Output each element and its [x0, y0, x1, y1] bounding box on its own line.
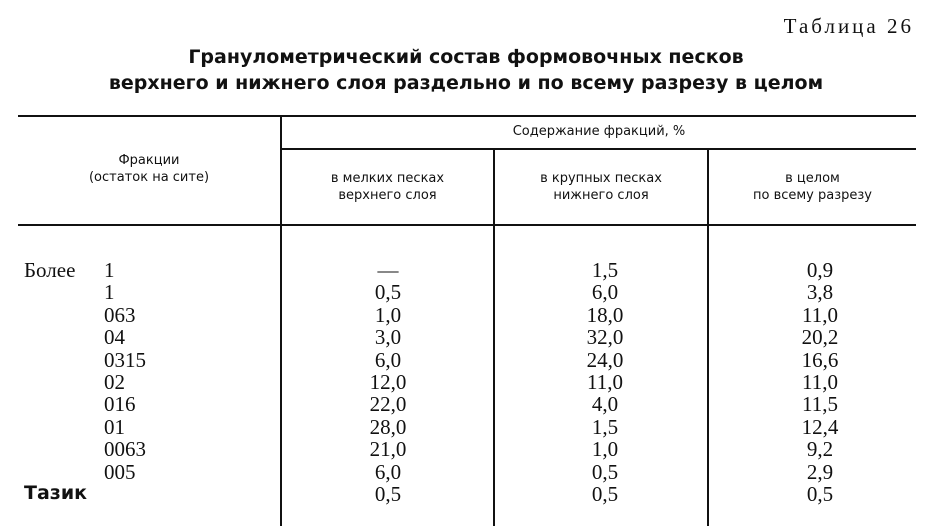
title-line-2: верхнего и нижнего слоя раздельно и по всему разрезу в целом [108, 72, 824, 94]
value-cell-total: 2,9 [806, 459, 834, 484]
value-cell-upper: 1,0 [374, 302, 402, 327]
value-cell-upper: 12,0 [369, 369, 407, 394]
value-cell-lower: 6,0 [591, 280, 619, 305]
col2-header-line-1: в крупных песках [540, 171, 662, 186]
table-row [0, 460, 932, 482]
title-line-1: Гранулометрический состав формовочных песков [188, 46, 744, 68]
col2-header [495, 170, 707, 204]
value-cell-lower: 1,5 [591, 414, 619, 439]
table-row [0, 280, 932, 305]
table-row [0, 437, 932, 462]
row-prefix: Более [24, 258, 76, 282]
content-group-label: Содержание фракций, % [512, 124, 686, 139]
fraction-header-line-2: (остаток на сите) [88, 170, 210, 185]
value-cell-lower: 32,0 [586, 325, 624, 350]
value-cell-upper: 28,0 [369, 414, 407, 439]
fraction-cell: 02 [104, 369, 125, 394]
table-number: Таблица 26 [783, 14, 914, 38]
value-cell-total: 12,4 [801, 414, 839, 439]
value-cell-upper: 6,0 [374, 459, 402, 484]
value-cell-total: 11,0 [802, 302, 838, 327]
fraction-cell: 1 [104, 280, 115, 305]
fraction-cell: 016 [104, 392, 136, 417]
value-cell-total: 3,8 [806, 280, 834, 305]
value-cell-upper: 21,0 [369, 437, 407, 462]
col1-header [282, 170, 493, 204]
value-cell-upper: 0,5 [374, 280, 402, 305]
value-cell-upper: 3,0 [374, 325, 402, 350]
col3-header-line-1: в целом [785, 171, 840, 186]
value-cell-lower: 0,5 [591, 481, 619, 506]
value-cell-total: 16,6 [801, 347, 839, 372]
table-row [0, 258, 932, 280]
fraction-cell: 0315 [104, 347, 146, 372]
fraction-column-header [20, 152, 278, 186]
table-row [0, 303, 932, 325]
value-cell-total: 11,5 [802, 392, 838, 417]
fraction-header-line-1: Фракции [118, 153, 180, 168]
table-title [0, 44, 932, 96]
table-row [0, 370, 932, 392]
value-cell-lower: 1,5 [591, 258, 619, 282]
value-cell-total: 0,9 [806, 258, 834, 282]
value-cell-upper: 22,0 [369, 392, 407, 417]
value-cell-lower: 24,0 [586, 347, 624, 372]
value-cell-lower: 18,0 [586, 302, 624, 327]
col3-header-line-2: по всему разрезу [752, 188, 872, 203]
value-cell-total: 20,2 [801, 325, 839, 350]
fraction-cell: 04 [104, 325, 125, 350]
col1-header-line-2: верхнего слоя [338, 188, 437, 203]
header-bottom-rule [18, 224, 916, 226]
value-cell-total: 11,0 [802, 369, 838, 394]
subheader-rule [280, 148, 916, 150]
fraction-cell: 0063 [104, 437, 146, 462]
value-cell-lower: 1,0 [591, 437, 619, 462]
value-cell-total: 9,2 [806, 437, 834, 462]
fraction-cell: 063 [104, 302, 136, 327]
table-row [0, 392, 932, 417]
value-cell-lower: 11,0 [587, 369, 623, 394]
value-cell-lower: 4,0 [591, 392, 619, 417]
table-row [0, 415, 932, 437]
value-cell-lower: 0,5 [591, 459, 619, 484]
fraction-cell: Тазик [24, 481, 88, 504]
table-row [0, 482, 932, 504]
table-top-rule [18, 115, 916, 117]
col1-header-line-1: в мелких песках [330, 171, 445, 186]
table-body [0, 258, 932, 504]
col3-header [709, 170, 916, 204]
table-row [0, 348, 932, 370]
value-cell-total: 0,5 [806, 481, 834, 506]
value-cell-upper: 0,5 [374, 481, 402, 506]
value-cell-upper: — [377, 258, 399, 282]
col2-header-line-2: нижнего слоя [553, 188, 649, 203]
content-group-header [282, 123, 916, 140]
fraction-cell: 1 [104, 258, 115, 282]
fraction-cell: 01 [104, 414, 125, 439]
value-cell-upper: 6,0 [374, 347, 402, 372]
fraction-cell: 005 [104, 459, 136, 484]
table-row [0, 325, 932, 350]
